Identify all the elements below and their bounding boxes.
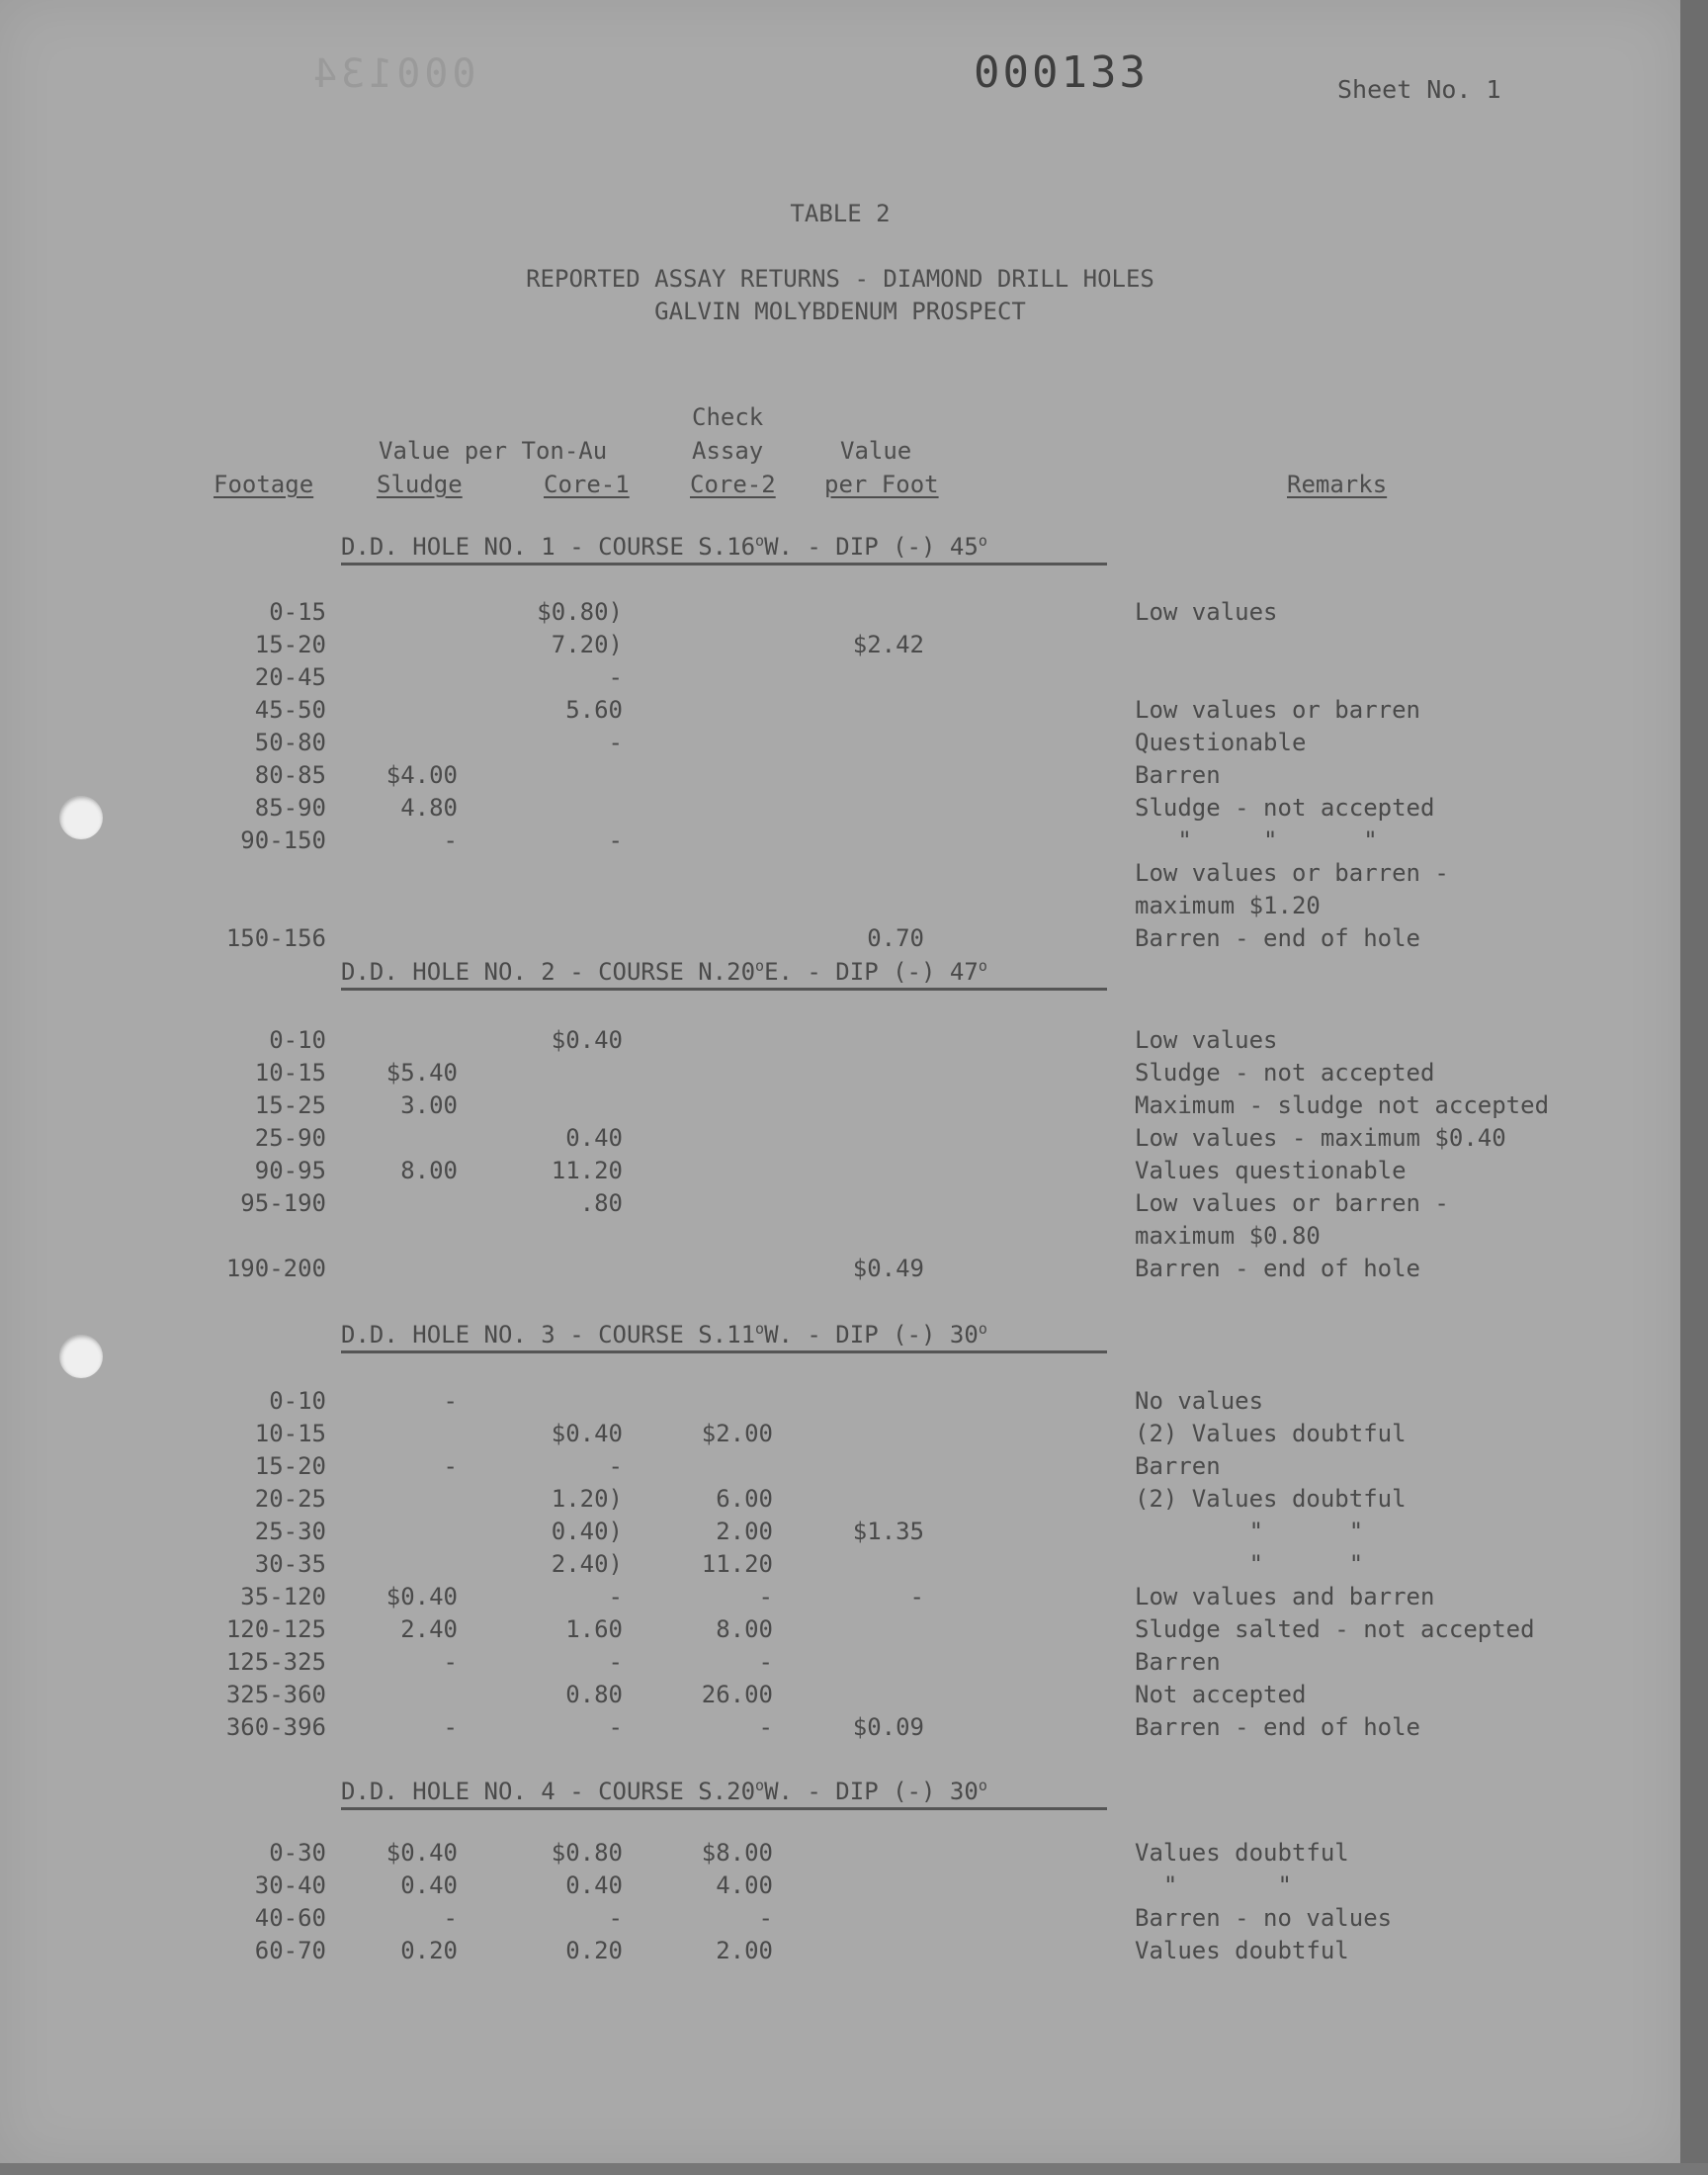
remarks-cell: Values doubtful [1135,1839,1349,1867]
value-per-foot-cell: 0.70 [867,924,924,952]
footage-cell: 90-95 [254,1157,326,1184]
table-row [0,1902,1680,1935]
remarks-cell: (2) Values doubtful [1135,1485,1407,1513]
footage-cell: 25-90 [254,1124,326,1152]
remarks-cell: Low values [1135,598,1278,626]
table-row [0,1155,1680,1187]
sludge-value-cell: 0.40 [400,1871,458,1899]
header-check: Check [692,403,764,431]
remarks-cell: Low values [1135,1026,1278,1054]
remarks-cell: No values [1135,1387,1264,1415]
value-per-foot-cell: $0.09 [852,1713,924,1741]
table-label: TABLE 2 [790,200,891,227]
value-per-foot-cell: $2.42 [852,631,924,658]
table-row [0,1450,1680,1483]
hole-3-rows [0,1385,1680,1744]
table-row [0,1187,1680,1220]
footage-cell: 0-10 [269,1026,326,1054]
remarks-cell: Low values and barren [1135,1583,1435,1610]
core1-value-cell: 0.40 [565,1871,623,1899]
sheet-number: Sheet No. 1 [1337,75,1501,104]
remarks-cell: Sludge salted - not accepted [1135,1615,1535,1643]
footage-cell: 40-60 [254,1904,326,1932]
remarks-cell: Values doubtful [1135,1937,1349,1964]
header-per-foot: per Foot [824,471,939,498]
remarks-cell: Barren - end of hole [1135,1713,1420,1741]
sludge-value-cell: $0.40 [385,1839,458,1867]
table-row [0,1548,1680,1581]
remarks-cell: Low values or barren - [1135,1189,1449,1217]
core2-value-cell: $8.00 [701,1839,773,1867]
core2-value-cell: 6.00 [716,1485,773,1513]
report-title-line2: GALVIN MOLYBDENUM PROSPECT [654,298,1026,325]
footage-cell: 125-325 [225,1648,326,1676]
page-shadow-edge [1680,0,1708,2175]
table-row [0,1516,1680,1548]
footage-cell: 10-15 [254,1059,326,1087]
section-title-hole-1: D.D. HOLE NO. 1 - COURSE S.16$^o$W. - DIP (-) 45$^o$ [341,532,1107,566]
table-row [0,922,1680,955]
table-row [0,1089,1680,1122]
core1-value-cell: $0.80 [551,1839,623,1867]
remarks-cell: " " " [1135,826,1378,854]
table-row [0,1935,1680,1967]
table-row [0,1837,1680,1870]
table-row [0,1483,1680,1516]
bleed-through-number: 000134 [309,51,476,97]
footage-cell: 35-120 [240,1583,326,1610]
table-row [0,1220,1680,1253]
remarks-cell: Barren [1135,761,1221,789]
core1-value-cell: 0.40) [551,1518,623,1545]
core2-value-cell: $2.00 [701,1420,773,1447]
value-per-foot-cell: $0.49 [852,1255,924,1282]
footage-cell: 30-40 [254,1871,326,1899]
footage-cell: 80-85 [254,761,326,789]
core1-value-cell: 1.20) [551,1485,623,1513]
footage-cell: 60-70 [254,1937,326,1964]
hole-2-rows [0,1024,1680,1285]
footage-cell: 150-156 [225,924,326,952]
footage-cell: 90-150 [240,826,326,854]
footage-cell: 95-190 [240,1189,326,1217]
footage-cell: 85-90 [254,794,326,822]
table-row [0,759,1680,792]
table-row [0,1646,1680,1679]
core1-value-cell: 0.20 [565,1937,623,1964]
footage-cell: 0-15 [269,598,326,626]
section-title-hole-2: D.D. HOLE NO. 2 - COURSE N.20$^o$E. - DIP (-) 47$^o$ [341,957,1107,991]
sludge-value-cell: - [443,1387,458,1415]
table-row [0,1613,1680,1646]
core1-value-cell: 2.40) [551,1550,623,1578]
table-row [0,1711,1680,1744]
header-footage: Footage [214,471,314,498]
footage-cell: 15-20 [254,631,326,658]
sludge-value-cell: 4.80 [400,794,458,822]
table-row [0,1870,1680,1902]
core2-value-cell: 11.20 [701,1550,773,1578]
footage-cell: 10-15 [254,1420,326,1447]
sludge-value-cell: - [443,1648,458,1676]
header-sludge: Sludge [377,471,463,498]
remarks-cell: " " [1135,1518,1364,1545]
table-row [0,1122,1680,1155]
core2-value-cell: 2.00 [716,1518,773,1545]
remarks-cell: Barren [1135,1452,1221,1480]
hole-4-rows [0,1837,1680,1967]
table-row [0,629,1680,661]
table-row [0,596,1680,629]
core1-value-cell: 0.40 [565,1124,623,1152]
table-row [0,857,1680,890]
table-row [0,1679,1680,1711]
sludge-value-cell: - [443,1452,458,1480]
footage-cell: 15-20 [254,1452,326,1480]
table-row [0,727,1680,759]
table-row [0,1024,1680,1057]
report-title-line1: REPORTED ASSAY RETURNS - DIAMOND DRILL HOLES [526,265,1154,293]
core1-value-cell: - [608,1904,623,1932]
section-title-hole-3: D.D. HOLE NO. 3 - COURSE S.11$^o$W. - DIP (-) 30$^o$ [341,1320,1107,1353]
table-row [0,1253,1680,1285]
core2-value-cell: 2.00 [716,1937,773,1964]
remarks-cell: " " [1135,1871,1292,1899]
footage-cell: 20-45 [254,663,326,691]
core2-value-cell: 26.00 [701,1681,773,1708]
footage-cell: 50-80 [254,729,326,756]
footage-cell: 25-30 [254,1518,326,1545]
remarks-cell: Low values - maximum $0.40 [1135,1124,1506,1152]
header-assay: Assay [692,437,764,465]
sludge-value-cell: - [443,1713,458,1741]
table-row [0,825,1680,857]
remarks-cell: Barren [1135,1648,1221,1676]
value-per-foot-cell: $1.35 [852,1518,924,1545]
footage-cell: 360-396 [225,1713,326,1741]
header-remarks: Remarks [1287,471,1388,498]
header-value-per-ton: Value per Ton-Au [379,437,608,465]
section-title-hole-4: D.D. HOLE NO. 4 - COURSE S.20$^o$W. - DIP (-) 30$^o$ [341,1777,1107,1810]
remarks-cell: Not accepted [1135,1681,1307,1708]
core1-value-cell: - [608,1583,623,1610]
table-row [0,661,1680,694]
footage-cell: 20-25 [254,1485,326,1513]
header-core2: Core-2 [690,471,776,498]
remarks-cell: Values questionable [1135,1157,1407,1184]
page-bottom-edge [0,2163,1708,2175]
footage-cell: 30-35 [254,1550,326,1578]
core1-value-cell: 1.60 [565,1615,623,1643]
footage-cell: 120-125 [225,1615,326,1643]
footage-cell: 190-200 [225,1255,326,1282]
sludge-value-cell: - [443,826,458,854]
table-row [0,1581,1680,1613]
sludge-value-cell: $4.00 [385,761,458,789]
remarks-cell: Sludge - not accepted [1135,1059,1435,1087]
table-row [0,1418,1680,1450]
header-core1: Core-1 [544,471,630,498]
core1-value-cell: 5.60 [565,696,623,724]
core2-value-cell: - [758,1904,773,1932]
remarks-cell: Barren - no values [1135,1904,1393,1932]
sludge-value-cell: $5.40 [385,1059,458,1087]
sludge-value-cell: 0.20 [400,1937,458,1964]
sludge-value-cell: 2.40 [400,1615,458,1643]
table-row [0,1057,1680,1089]
remarks-cell: Low values or barren - [1135,859,1449,887]
footage-cell: 15-25 [254,1091,326,1119]
remarks-cell: Maximum - sludge not accepted [1135,1091,1550,1119]
core1-value-cell: 0.80 [565,1681,623,1708]
core1-value-cell: .80 [579,1189,623,1217]
remarks-cell: Low values or barren [1135,696,1420,724]
remarks-cell: " " [1135,1550,1364,1578]
remarks-cell: Barren - end of hole [1135,1255,1420,1282]
document-number: 000133 [974,47,1149,98]
table-row [0,1385,1680,1418]
table-row [0,792,1680,825]
remarks-cell: Sludge - not accepted [1135,794,1435,822]
header-value: Value [840,437,912,465]
remarks-cell: maximum $0.80 [1135,1222,1321,1250]
table-row [0,694,1680,727]
remarks-cell: Questionable [1135,729,1307,756]
core1-value-cell: $0.40 [551,1420,623,1447]
core2-value-cell: - [758,1648,773,1676]
remarks-cell: (2) Values doubtful [1135,1420,1407,1447]
remarks-cell: maximum $1.20 [1135,892,1321,919]
core1-value-cell: $0.40 [551,1026,623,1054]
core2-value-cell: 8.00 [716,1615,773,1643]
core2-value-cell: 4.00 [716,1871,773,1899]
hole-1-rows [0,596,1680,955]
core1-value-cell: - [608,1648,623,1676]
core1-value-cell: - [608,1713,623,1741]
core2-value-cell: - [758,1583,773,1610]
sludge-value-cell: $0.40 [385,1583,458,1610]
footage-cell: 0-30 [269,1839,326,1867]
remarks-cell: Barren - end of hole [1135,924,1420,952]
value-per-foot-cell: - [909,1583,924,1610]
core1-value-cell: - [608,663,623,691]
table-row [0,890,1680,922]
footage-cell: 325-360 [225,1681,326,1708]
punch-hole-bottom [59,1335,103,1378]
core1-value-cell: - [608,1452,623,1480]
core1-value-cell: 7.20) [551,631,623,658]
core1-value-cell: 11.20 [551,1157,623,1184]
footage-cell: 45-50 [254,696,326,724]
sludge-value-cell: - [443,1904,458,1932]
core1-value-cell: $0.80) [537,598,623,626]
core2-value-cell: - [758,1713,773,1741]
sludge-value-cell: 3.00 [400,1091,458,1119]
footage-cell: 0-10 [269,1387,326,1415]
core1-value-cell: - [608,826,623,854]
core1-value-cell: - [608,729,623,756]
sludge-value-cell: 8.00 [400,1157,458,1184]
